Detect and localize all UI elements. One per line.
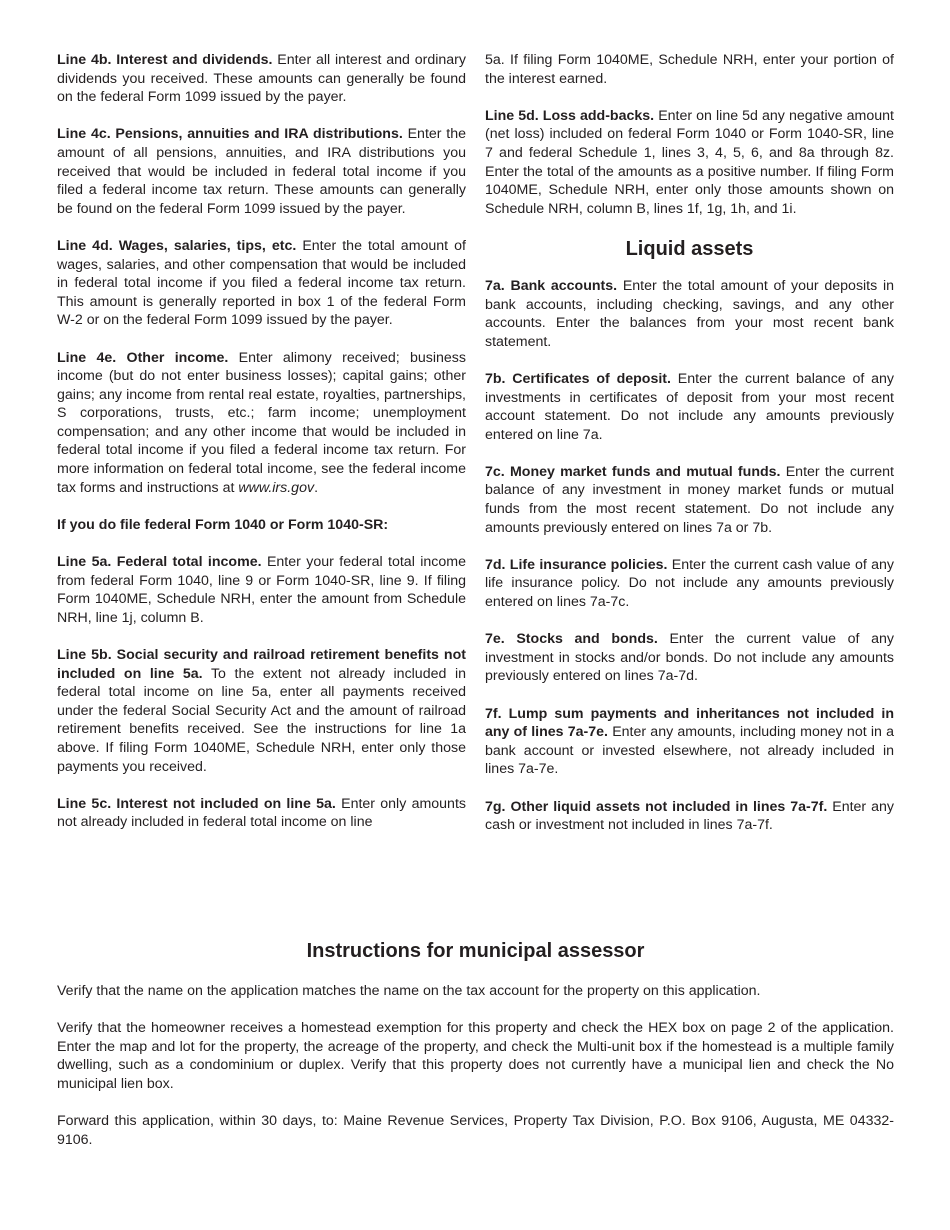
line-5b-text: To the extent not already included in federal total income on line 5a, enter all payments received under the federal Social Security Act and the amount of railroad retirement benefits received. See the instructions for line 1a above. If filing Form 1040ME, Schedule NRH, enter only those payments you received. [57,665,467,775]
assessor-heading: Instructions for municipal assessor [306,940,645,962]
if-file-heading: If you do file federal Form 1040 or Form 1040-SR: [57,516,389,533]
line-7c-text: Enter the current balance of any investment in money market funds or mutual funds from the most recent statement. Do not include any amounts previously entered on lines 7a or 7b. [485,463,894,536]
line-7d-paragraph [485,556,894,612]
line-7a-text: Enter the total amount of your deposits in bank accounts, including checking, savings, and any other accounts. Enter the balances from your most recent bank statement. [485,277,894,350]
line-5c-continued: 5a. If filing Form 1040ME, Schedule NRH, enter your portion of the interest earned. [485,52,894,87]
line-4d-label: Line 4d. Wages, salaries, tips, etc. [57,237,297,254]
line-4c-text: Enter the amount of all pensions, annuities, and IRA distributions you received that would be included in federal total income if you filed a federal income tax return. These amounts can generally be found on the federal Form 1099 issued by the payer. [57,126,467,217]
line-7e-paragraph [485,630,894,686]
irs-link[interactable]: www.irs.gov [238,479,315,496]
line-5c-paragraph [57,795,466,832]
line-7b-label: 7b. Certificates of deposit. [485,370,671,387]
assessor-paragraph-1: Verify that the name on the application matches the name on the tax account for the property on this application. [57,983,761,999]
line-5b-paragraph [57,646,466,776]
line-5d-paragraph [485,107,894,219]
left-column [57,51,466,832]
liquid-assets-heading: Liquid assets [625,237,754,260]
line-7a-label: 7a. Bank accounts. [485,277,618,294]
line-5d-text: Enter on line 5d any negative amount (net loss) included on federal Form 1040 or Form 1040-SR, line 7 and federal Schedule 1, lines 3, 4, 5, 6, and 8a through 8z. Enter the total of the amounts as a positive number. If filing Form 1040ME, Schedule NRH, enter only those amounts shown on Schedule NRH, column B, lines 1f, 1g, 1h, and 1i. [485,107,894,217]
line-7e-label: 7e. Stocks and bonds. [485,631,658,648]
line-4d-text: Enter the total amount of wages, salaries, and other compensation that would be included in federal total income if you filed a federal income tax return. This amount is generally reported in box 1 of the federal Form W-2 or on the federal Form 1099 issued by the payer. [57,237,466,329]
line-4d-paragraph [57,237,466,330]
line-4e-text: Enter alimony received; business income (but do not enter business losses); capital gains; other gains; any income from rental real estate, royalties, partnerships, S corporations, trusts, etc.; farm income; unemployment compensation; and any other income that would be included in federal total income if you filed a federal income tax return. For more information on federal total income, see the federal income tax forms and instructions at [57,349,466,496]
line-4b-paragraph [57,51,466,107]
line-5c-text: Enter only amounts not already included in federal total income on line [57,795,466,831]
assessor-section [57,938,894,1168]
line-5c-label: Line 5c. Interest not included on line 5a. [57,795,336,812]
line-4b-label: Line 4b. Interest and dividends. [57,52,273,68]
line-7c-label: 7c. Money market funds and mutual funds. [485,463,781,480]
line-5a-text: Enter your federal total income from federal Form 1040, line 9 or Form 1040-SR, line 9. If filing Form 1040ME, Schedule NRH, enter the amount from Schedule NRH, line 1j, column B. [57,554,466,626]
line-5a-paragraph [57,553,466,627]
line-7e-text: Enter the current value of any investment in stocks and/or bonds. Do not include any amounts previously entered on lines 7a-7d. [485,631,894,685]
line-7g-label: 7g. Other liquid assets not included in lines 7a-7f. [485,798,828,815]
line-7a-paragraph [485,277,894,351]
line-7c-paragraph [485,463,894,537]
line-7g-text: Enter any cash or investment not included in lines 7a-7f. [485,798,894,834]
line-5b-label: Line 5b. Social security and railroad retirement benefits not included on line 5a. [57,647,466,682]
line-4c-paragraph [57,125,466,218]
line-4b-text: Enter all interest and ordinary dividends you received. These amounts can generally be found on the federal Form 1099 issued by the payer. [57,52,466,106]
line-5d-label: Line 5d. Loss add-backs. [485,107,655,124]
right-column [485,51,894,835]
line-7f-paragraph [485,705,894,779]
line-7d-label: 7d. Life insurance policies. [485,556,668,573]
line-7b-text: Enter the current balance of any investments in certificates of deposit from your most recent account statement. Do not include any amounts previously entered on line 7a. [485,370,894,443]
assessor-paragraph-2: Verify that the homeowner receives a homestead exemption for this property and check the HEX box on page 2 of the application. Enter the map and lot for the property, the acreage of the property, and check the Multi-unit box if the homestead is a multiple family dwelling, such as a condominium or duplex. Verify that this property does not currently have a municipal lien and check the No municipal lien box. [57,1020,894,1092]
line-4e-tail: . [314,479,319,496]
line-7f-text: Enter any amounts, including money not in a bank account or invested elsewhere, not already included in lines 7a-7e. [485,724,894,778]
line-7g-paragraph [485,798,894,835]
line-7f-label: 7f. Lump sum payments and inheritances not included in any of lines 7a-7e. [485,705,894,741]
line-5a-label: Line 5a. Federal total income. [57,554,262,571]
line-4e-label: Line 4e. Other income. [57,349,229,366]
assessor-paragraph-3: Forward this application, within 30 days, to: Maine Revenue Services, Property Tax Division, P.O. Box 9106, Augusta, ME 04332-9106. [57,1113,894,1148]
line-4c-label: Line 4c. Pensions, annuities and IRA distributions. [57,126,403,143]
line-7b-paragraph [485,370,894,444]
line-4e-paragraph [57,349,466,498]
line-7d-text: Enter the current cash value of any life insurance policy. Do not include any amounts previously entered on lines 7a-7c. [485,556,894,611]
